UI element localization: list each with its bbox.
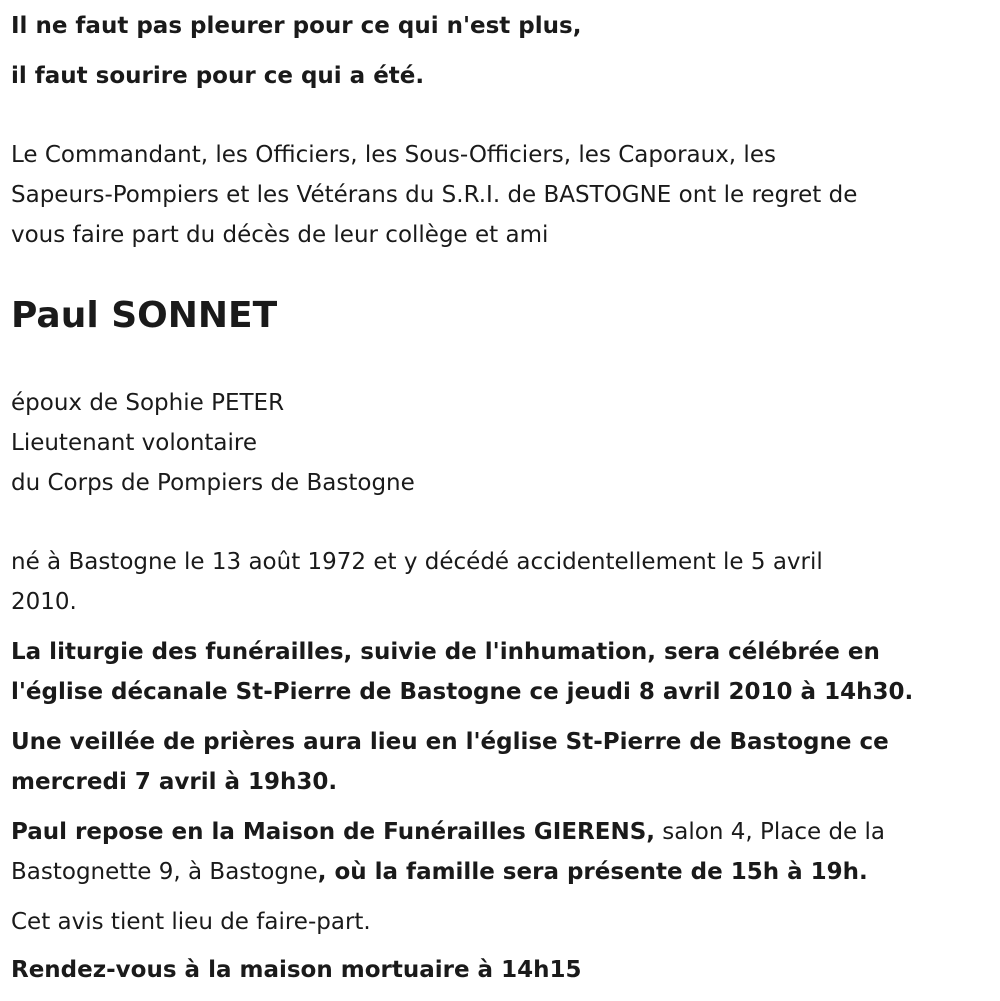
intro-line-1: Le Commandant, les Officiers, les Sous-Officiers, les Caporaux, les — [11, 142, 776, 168]
deceased-titles — [11, 383, 415, 503]
rest-line-2-bold: , où la famille sera présente de 15h à 19h. — [317, 859, 868, 885]
rest-line-1-bold: Paul repose en la Maison de Funérailles GIERENS, — [11, 819, 655, 845]
birth-line-1: né à Bastogne le 13 août 1972 et y décédé accidentellement le 5 avril — [11, 549, 823, 575]
meeting-line: Rendez-vous à la maison mortuaire à 14h15 — [11, 957, 582, 983]
notice-line: Cet avis tient lieu de faire-part. — [11, 909, 371, 935]
quote-line-2: il faut sourire pour ce qui a été. — [11, 63, 425, 89]
rest-line-1-regular: salon 4, Place de la — [655, 819, 885, 845]
vigil-paragraph — [11, 722, 889, 802]
liturgy-paragraph — [11, 632, 913, 712]
liturgy-line-1: La liturgie des funérailles, suivie de l'inhumation, sera célébrée en — [11, 639, 880, 665]
intro-paragraph — [11, 135, 857, 255]
rest-line-1 — [11, 812, 885, 852]
birth-line-2: 2010. — [11, 589, 77, 615]
liturgy-line-2: l'église décanale St-Pierre de Bastogne ce jeudi 8 avril 2010 à 14h30. — [11, 679, 914, 705]
vigil-line-1: Une veillée de prières aura lieu en l'église St-Pierre de Bastogne ce — [11, 729, 889, 755]
rank-line: Lieutenant volontaire — [11, 430, 258, 456]
vigil-line-2: mercredi 7 avril à 19h30. — [11, 769, 338, 795]
intro-line-2: Sapeurs-Pompiers et les Vétérans du S.R.I. de BASTOGNE ont le regret de — [11, 182, 858, 208]
intro-line-3: vous faire part du décès de leur collège et ami — [11, 222, 549, 248]
quote-line-1: Il ne faut pas pleurer pour ce qui n'est plus, — [11, 13, 582, 39]
deceased-name: Paul SONNET — [11, 295, 278, 336]
rest-line-2-regular: Bastognette 9, à Bastogne — [11, 859, 318, 885]
rest-line-2 — [11, 852, 885, 892]
corps-line: du Corps de Pompiers de Bastogne — [11, 470, 415, 496]
spouse-line: époux de Sophie PETER — [11, 390, 285, 416]
birth-death-paragraph — [11, 542, 823, 622]
rest-paragraph — [11, 812, 885, 892]
